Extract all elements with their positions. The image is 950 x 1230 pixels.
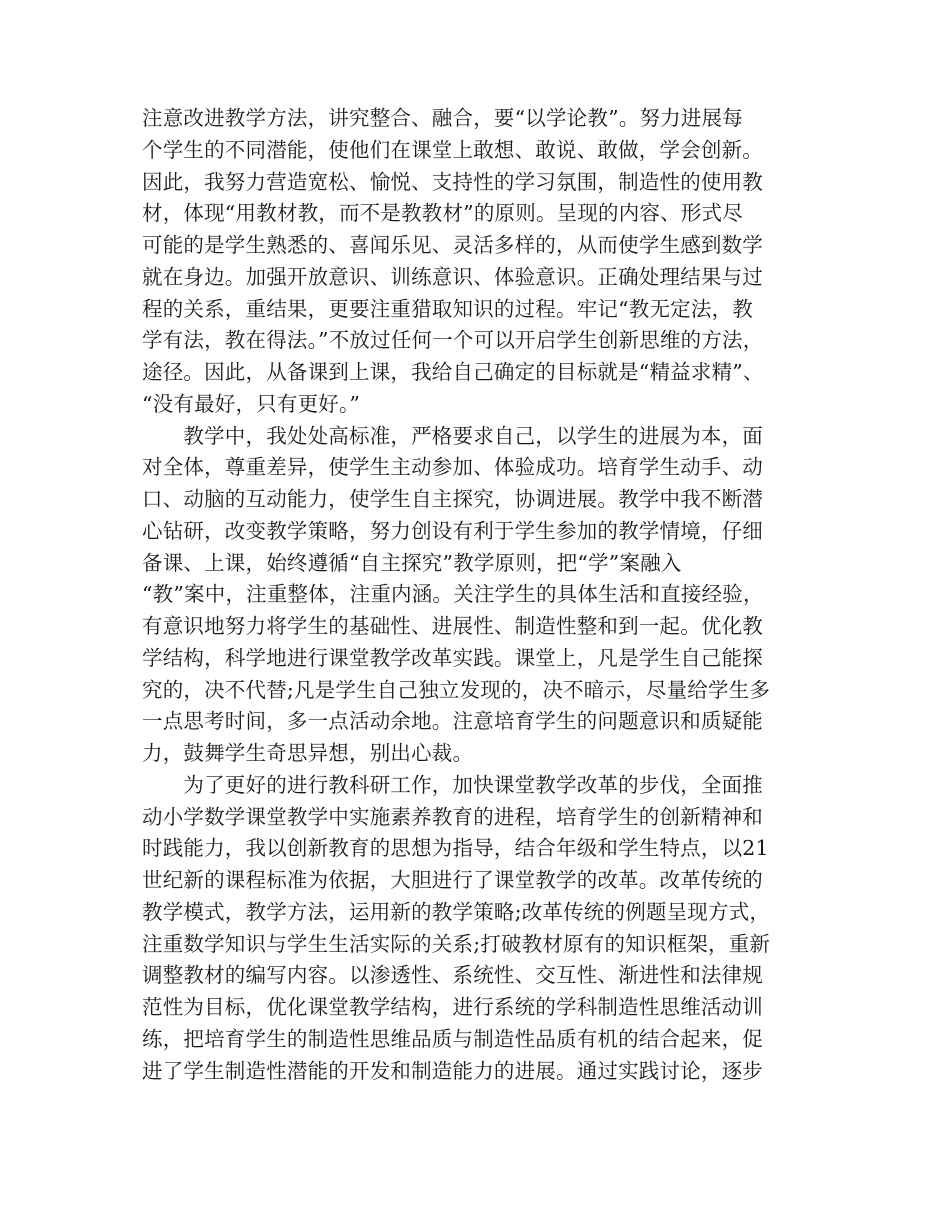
- text-line: 个学生的不同潜能，使他们在课堂上敢想、敢说、敢做，学会创新。: [142, 137, 763, 162]
- text-line: 一点思考时间，多一点活动余地。注意培育学生的问题意识和质疑能: [142, 709, 763, 734]
- text-line: 注意改进教学方法，讲究整合、融合，要“以学论教”。努力进展每: [142, 106, 743, 130]
- text-line: 因此，我努力营造宽松、愉悦、支持性的学习氛围，制造性的使用教: [142, 169, 763, 194]
- text-line: 注重数学知识与学生生活实际的关系;打破教材原有的知识框架，重新: [142, 931, 771, 956]
- text-line: 世纪新的课程标准为依据，大胆进行了课堂教学的改革。改革传统的: [142, 868, 763, 892]
- text-line: 心钻研，改变教学策略，努力创设有利于学生参加的教学情境，仔细: [142, 518, 763, 543]
- text-line: 动小学数学课堂教学中实施素养教育的进程，培育学生的创新精神和: [142, 804, 763, 829]
- text-line: 途径。因此，从备课到上课，我给自己确定的目标就是“精益求精”、: [142, 360, 764, 384]
- text-line: 时践能力，我以创新教育的思想为指导，结合年级和学生特点，以21: [142, 836, 769, 861]
- text-line: 调整教材的编写内容。以渗透性、系统性、交互性、渐进性和法律规: [142, 963, 763, 988]
- text-line: “教”案中，注重整体，注重内涵。关注学生的具体生活和直接经验，: [142, 582, 764, 607]
- text-line: 有意识地努力将学生的基础性、进展性、制造性整和到一起。优化教: [142, 614, 763, 638]
- text-line: 为了更好的进行教科研工作，加快课堂教学改革的步伐，全面推: [142, 772, 763, 797]
- text-line: 练，把培育学生的制造性思维品质与制造性品质有机的结合起来，促: [142, 1026, 763, 1051]
- text-line: 力，鼓舞学生奇思异想，别出心裁。: [142, 741, 474, 765]
- text-line: 教学中，我处处高标准，严格要求自己，以学生的进展为本，面: [142, 423, 763, 448]
- text-line: 程的关系，重结果，更要注重猎取知识的过程。牢记“教无定法，教: [142, 296, 753, 321]
- text-line: 对全体，尊重差异，使学生主动参加、体验成功。培育学生动手、动: [142, 455, 763, 480]
- text-line: 学有法，教在得法。”不放过任何一个可以开启学生创新思维的方法，: [142, 328, 764, 353]
- text-line: 进了学生制造性潜能的开发和制造能力的进展。通过实践讨论，逐步: [142, 1058, 763, 1083]
- text-line: 可能的是学生熟悉的、喜闻乐见、灵活多样的，从而使学生感到数学: [142, 233, 763, 257]
- text-line: 教学模式，教学方法，运用新的教学策略;改革传统的例题呈现方式，: [142, 899, 771, 924]
- text-line: 材，体现“用教材教，而不是教教材”的原则。呈现的内容、形式尽: [142, 201, 743, 226]
- body-text: [142, 103, 810, 1087]
- text-line: 口、动脑的互动能力，使学生自主探究，协调进展。教学中我不断潜: [142, 487, 763, 511]
- text-line: 范性为目标，优化课堂教学结构，进行系统的学科制造性思维活动训: [142, 995, 763, 1019]
- text-line: 究的，决不代替;凡是学生自己独立发现的，决不暗示，尽量给学生多: [142, 677, 771, 702]
- text-line: “没有最好，只有更好。”: [142, 391, 361, 416]
- text-line: 备课、上课，始终遵循“自主探究”教学原则，把“学”案融入: [142, 550, 682, 575]
- text-line: 学结构，科学地进行课堂教学改革实践。课堂上，凡是学生自己能探: [142, 645, 763, 670]
- text-line: 就在身边。加强开放意识、训练意识、体验意识。正确处理结果与过: [142, 264, 763, 289]
